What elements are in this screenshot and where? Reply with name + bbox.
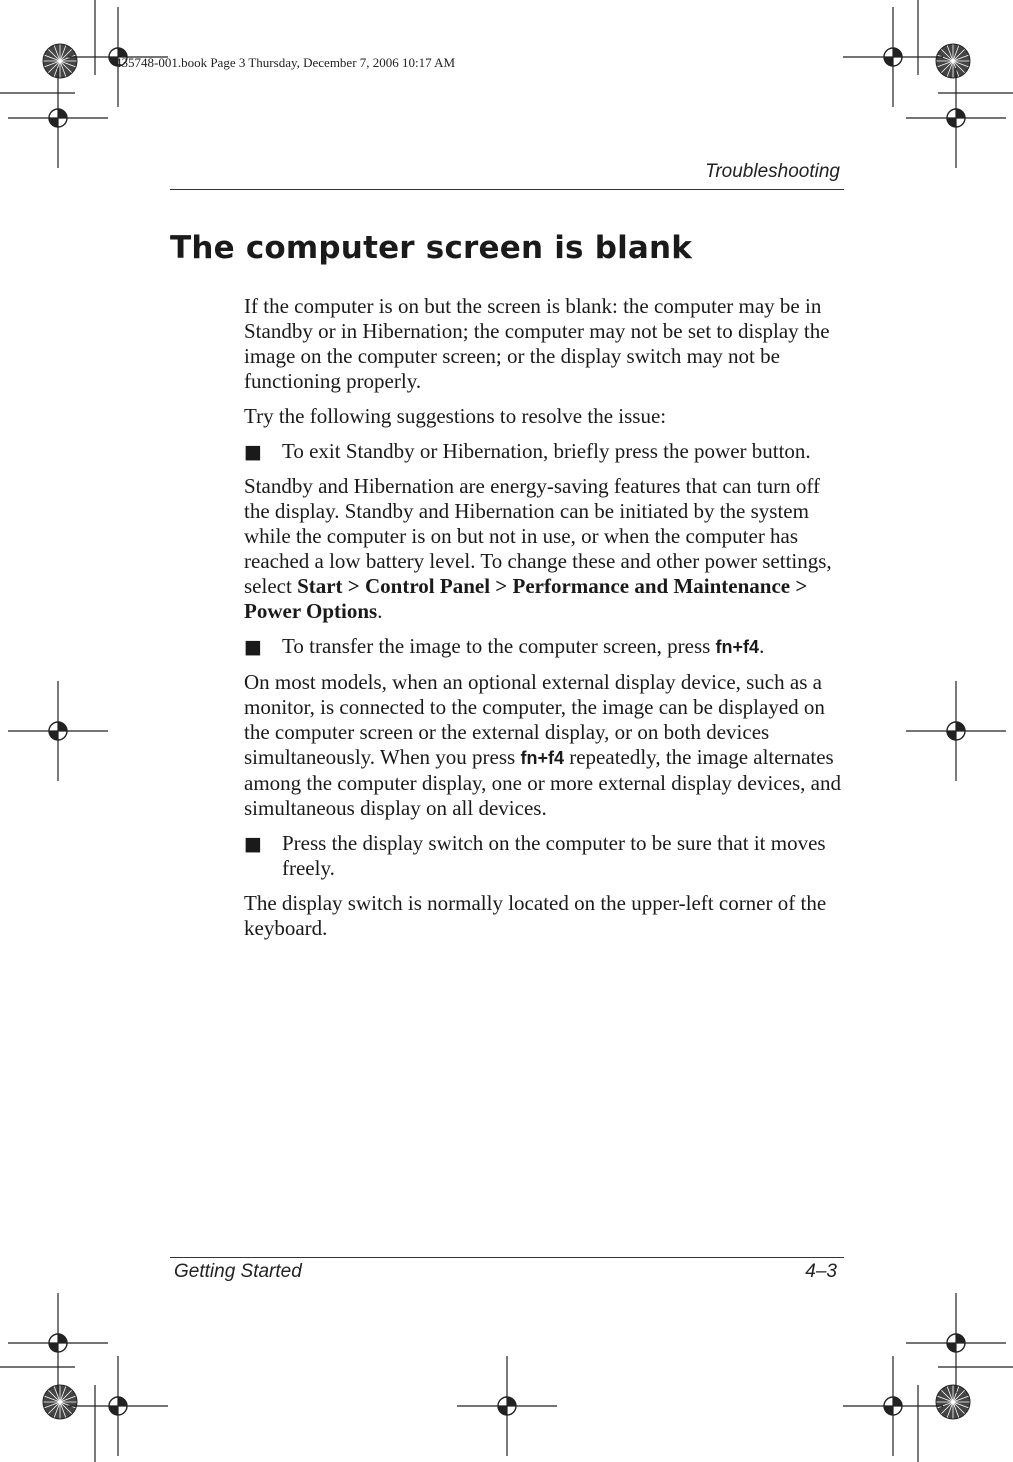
running-head: Troubleshooting bbox=[705, 161, 840, 182]
crosshair-icon bbox=[906, 1293, 1006, 1393]
list-item bbox=[244, 634, 844, 660]
lead-in-paragraph: Try the following suggestions to resolve the issue: bbox=[244, 404, 667, 428]
crosshair-icon bbox=[8, 68, 108, 168]
list-item-text: Press the display switch on the computer to be sure that it moves freely. bbox=[282, 831, 826, 880]
crosshair-icon bbox=[457, 1356, 557, 1456]
header-rule bbox=[170, 189, 844, 190]
list-item-text: . bbox=[759, 634, 765, 658]
list-item-detail bbox=[244, 670, 844, 821]
crosshair-icon bbox=[8, 1293, 108, 1393]
detail-text: . bbox=[377, 599, 383, 623]
list-item-text: To exit Standby or Hibernation, briefly press the power button. bbox=[282, 439, 811, 463]
list-item-detail: The display switch is normally located on the upper-left corner of the keyboard. bbox=[244, 891, 827, 940]
detail-text: On most models, when an optional external display device, such as a monitor, is connected to the computer, the image can be displayed on the computer screen or the external display, or on both devices simultaneously. When you press bbox=[244, 670, 825, 769]
list-item bbox=[244, 439, 844, 464]
star-target-icon bbox=[936, 1385, 970, 1419]
crosshair-icon bbox=[906, 68, 1006, 168]
print-slug: 435748-001.book Page 3 Thursday, December 7, 2006 10:17 AM bbox=[115, 55, 456, 70]
bullet-icon: ■ bbox=[244, 833, 262, 855]
footer-title: Getting Started bbox=[174, 1261, 302, 1282]
detail-text: repeatedly, the image alternates among the computer display, one or more external display devices, and simultaneous display on all devices. bbox=[244, 745, 841, 820]
intro-paragraph: If the computer is on but the screen is blank: the computer may be in Standby or in Hibernation; the computer may not be set to display the image on the computer screen; or the display switch may not be functioning properly. bbox=[244, 294, 830, 393]
footer-rule bbox=[170, 1257, 844, 1258]
bullet-icon: ■ bbox=[244, 441, 262, 463]
crosshair-icon bbox=[843, 7, 943, 107]
detail-text: Standby and Hibernation are energy-saving features that can turn off the display. Standby and Hibernation can be initiated by the system while the computer is on but not in use, or when the computer has reached a low battery level. To change these and other power settings, select bbox=[244, 474, 832, 598]
crosshair-icon bbox=[906, 681, 1006, 781]
list-item bbox=[244, 831, 844, 881]
list-item-text: To transfer the image to the computer screen, press bbox=[282, 634, 716, 658]
crosshair-icon bbox=[843, 1356, 943, 1456]
key-combo: fn+f4 bbox=[520, 748, 564, 768]
page-number: 4–3 bbox=[805, 1261, 837, 1282]
star-target-icon bbox=[936, 44, 970, 78]
menu-path: Start > Control Panel > Performance and Maintenance > Power Options bbox=[244, 574, 808, 623]
bullet-icon: ■ bbox=[244, 636, 262, 658]
crosshair-icon bbox=[68, 1356, 168, 1456]
section-title: The computer screen is blank bbox=[170, 230, 693, 266]
section-body bbox=[244, 294, 844, 951]
star-target-icon bbox=[43, 44, 77, 78]
crosshair-icon bbox=[8, 681, 108, 781]
star-target-icon bbox=[43, 1385, 77, 1419]
key-combo: fn+f4 bbox=[715, 637, 760, 657]
list-item-detail bbox=[244, 474, 844, 624]
